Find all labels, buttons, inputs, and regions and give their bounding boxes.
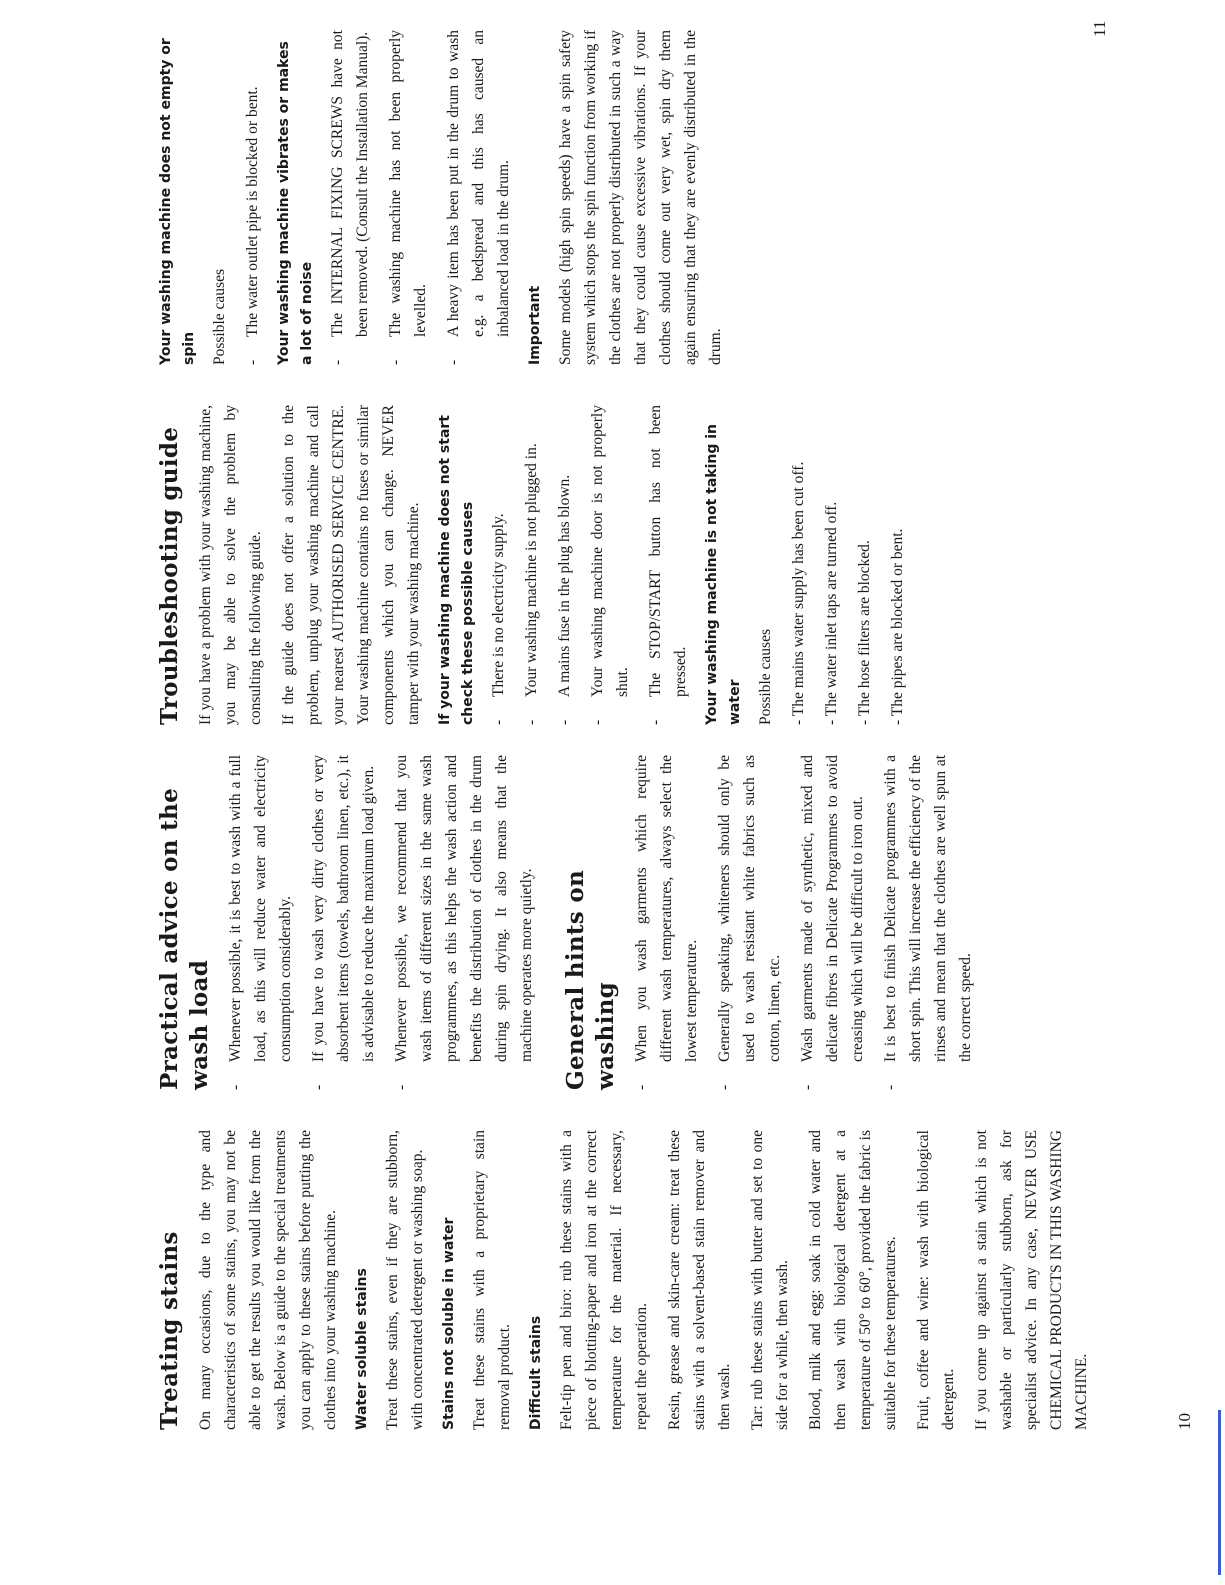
vibrates-item: - The washing machine has not been properly levelled. [387, 30, 429, 365]
wash-load-item: - Whenever possible, we recommend that you wash items of different sizes in the same wash programmes, as this helps the wash action and benefits the distribution of clothes in the drum during spin drying. It also means that the machine operates more quietly. [393, 755, 535, 1090]
troubleshooting-intro: If you have a problem with your washing machine, you may be able to solve the problem by consulting the following guide. [197, 405, 264, 725]
general-hints-title: General hints on washing [562, 869, 619, 1090]
hint-item: - Wash garments made of synthetic, mixed and delicate fibres in Delicate Programmes to avoid creasing which will be difficult to iron out. [799, 755, 866, 1090]
no-water-heading: Your washing machine is not taking in water [704, 423, 743, 725]
no-start-item: - Your washing machine door is not properly shut. [589, 405, 631, 725]
water-soluble-text: Treat these stains, even if they are stubborn, with concentrated detergent or washing soap. [384, 1130, 426, 1430]
important-text: Some models (high spin speeds) have a spin safety system which stops the spin function from working if the clothes are not properly distributed in such a way that they could cause excessive vibrations. If your clothes should come out very wet, spin dry them again ensuring that they are evenly distributed in the drum. [557, 30, 724, 365]
treating-stains-column [155, 1130, 1102, 1430]
no-water-item: - The mains water supply has been cut off. [790, 461, 807, 725]
wash-load-title: Practical advice on the wash load [156, 787, 213, 1090]
possible-causes-label: Possible causes [211, 268, 228, 365]
hint-item: - When you wash garments which require different wash temperatures, always select the lowest temperature. [633, 755, 700, 1090]
difficult-stain-item: Felt-tip pen and biro: rub these stains with a piece of blotting-paper and iron at the correct temperature for the material. If necessary, repeat the operation. [558, 1130, 650, 1430]
no-water-item: - The pipes are blocked or bent. [889, 528, 906, 725]
difficult-stain-item: If you come up against a stain which is not washable or particularly stubborn, ask for specialist advice. In any case, NEVER USE CHEMICAL PRODUCTS IN THIS WASHING MACHINE. [973, 1130, 1090, 1430]
no-start-item: - Your washing machine is not plugged in. [523, 443, 540, 725]
no-start-item: - The STOP/START button has not been pressed. [647, 405, 689, 725]
scan-artifact-line [1218, 0, 1222, 1585]
difficult-stain-item: Tar: rub these stains with butter and set to one side for a while, then wash. [749, 1130, 791, 1430]
not-soluble-text: Treat these stains with a proprietary stain removal product. [471, 1130, 513, 1430]
page-number-left: 10 [1175, 1413, 1194, 1430]
wash-advice-column [155, 755, 986, 1090]
troubleshooting-title: Troubleshooting guide [156, 426, 183, 725]
wash-load-item: - If you have to wash very dirty clothes or very absorbent items (towels, bathroom linen, etc.), it is advisable to reduce the maximum load given. [310, 755, 377, 1090]
no-empty-heading: Your washing machine does not empty or spin [158, 38, 197, 365]
no-start-heading: If your washing machine does not start check these possible causes [437, 414, 476, 725]
no-start-item: - There is no electricity supply. [490, 513, 507, 725]
treating-stains-title: Treating stains [156, 1231, 183, 1430]
vibrates-item: - The INTERNAL FIXING SCREWS have not been removed. (Consult the Installation Manual). [329, 30, 371, 365]
troubleshooting-column [155, 405, 918, 725]
treating-stains-intro: On many occasions, due to the type and characteristics of some stains, you may not be able to get the results you would like from the wash. Below is a guide to the special treatments you can apply to these stains before putting the clothes into your washing machine. [197, 1130, 339, 1430]
important-heading: Important [527, 285, 543, 365]
difficult-stain-item: Blood, milk and egg: soak in cold water and then wash with biological detergent at a temperature of 50° to 60°, provided the fabric is suitable for these temperatures. [807, 1130, 899, 1430]
vibrates-item: - A heavy item has been put in the drum to wash e.g. a bedspread and this has caused an inbalanced load in the drum. [445, 30, 512, 365]
hint-item: - Generally speaking, whiteners should only be used to wash resistant white fabrics such as cotton, linen, etc. [716, 755, 783, 1090]
wash-load-item: - Whenever possible, it is best to wash with a full load, as this will reduce water and electricity consumption considerably. [227, 755, 294, 1090]
difficult-stains-heading: Difficult stains [528, 1315, 544, 1430]
possible-causes-label: Possible causes [757, 628, 774, 725]
no-water-item: - The water inlet taps are turned off. [823, 501, 840, 725]
not-soluble-heading: Stains not soluble in water [441, 1217, 457, 1430]
troubleshooting-intro-2: If the guide does not offer a solution to the problem, unplug your washing machine and call your nearest AUTHORISED SERVICE CENTRE. Your washing machine contains no fuses or similar components which you can change. NEVER tamper with your washing machine. [280, 405, 422, 725]
no-empty-item: - The water outlet pipe is blocked or bent. [244, 86, 261, 365]
hint-item: - It is best to finish Delicate programmes with a short spin. This will increase the efficiency of the rinses and mean that the clothes are well spun at the correct speed. [882, 755, 974, 1090]
vibrates-heading: Your washing machine vibrates or makes a lot of noise [276, 41, 315, 365]
water-soluble-heading: Water soluble stains [354, 1268, 370, 1430]
troubleshooting-continued-column [155, 30, 736, 365]
page-number-right: 11 [1090, 20, 1109, 37]
difficult-stain-item: Resin, grease and skin-care cream: treat these stains with a solvent-based stain remover and then wash. [666, 1130, 733, 1430]
no-water-item: - The hose filters are blocked. [856, 540, 873, 725]
no-start-item: - A mains fuse in the plug has blown. [556, 474, 573, 725]
difficult-stain-item: Fruit, coffee and wine: wash with biological detergent. [915, 1130, 957, 1430]
